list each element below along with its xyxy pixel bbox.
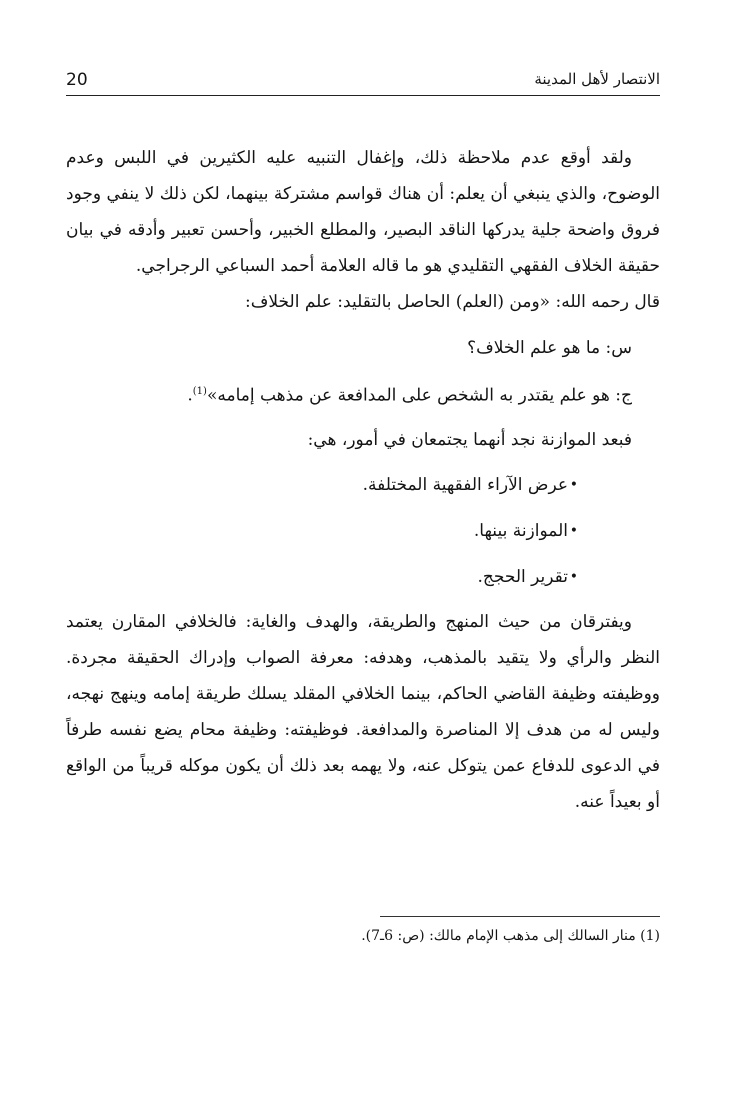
list-item <box>66 554 660 600</box>
bullet-icon: • <box>569 522 578 539</box>
bullet-icon: • <box>569 476 578 493</box>
footnote-ref: (1) <box>192 386 207 397</box>
paragraph-intro: ولقد أوقع عدم ملاحظة ذلك، وإغفال التنبيه عليه الكثيرين في اللبس وعدم الوضوح، والذي ينبغي أن يعلم: أن هناك قواسم مشتركة بينهما، لكن ذلك لا ينفي وجود فروق واضحة جلية يدركها الناقد البصير، والمطلع الخبير، وأحسن تعبير وأدقه في بيان حقيقة الخلاف الفقهي التقليدي هو ما قاله العلامة أحمد السباعي الرجراجي. <box>66 148 660 276</box>
question-answer-block <box>66 326 660 462</box>
paragraph-quote-intro: قال رحمه الله: «ومن (العلم) الحاصل بالتقليد: علم الخلاف: <box>245 292 660 312</box>
list-item <box>66 508 660 554</box>
footnote-divider <box>380 916 660 917</box>
running-title: الانتصار لأهل المدينة <box>534 70 660 88</box>
footnote: (1) منار السالك إلى مذهب الإمام مالك: (ص: 6ـ7). <box>361 928 660 944</box>
header-divider <box>66 95 660 96</box>
list-item-text: عرض الآراء الفقهية المختلفة. <box>362 474 568 495</box>
answer-end: . <box>187 385 193 406</box>
comparison-intro: فبعد الموازنة نجد أنهما يجتمعان في أمور، هي: <box>307 429 632 450</box>
common-points-list <box>66 462 660 600</box>
question-line: س: ما هو علم الخلاف؟ <box>467 338 632 358</box>
answer-line <box>66 370 660 418</box>
paragraph-differences: ويفترقان من حيث المنهج والطريقة، والهدف والغاية: فالخلافي المقارن يعتمد النظر والرأي ولا يتقيد بالمذهب، وهدفه: معرفة الصواب وإدراك الحقيقة مجردة. ووظيفته وظيفة القاضي الحاكم، بينما الخلافي المقلد يسلك طريقة إمامه وينهج نهجه، وليس له من هدف إلا المناصرة والمدافعة. فوظيفته: وظيفة محام يضع نفسه طرفاً في الدعوى للدفاع عمن يتوكل عنه، ولا يهمه بعد ذلك أن يكون موكله قريباً من الواقع أو بعيداً عنه. <box>66 611 660 812</box>
list-item-text: تقرير الحجج. <box>477 566 568 587</box>
list-item-text: الموازنة بينها. <box>473 520 568 541</box>
bullet-icon: • <box>569 568 578 585</box>
page-header <box>66 66 660 96</box>
page-number: 20 <box>66 70 88 90</box>
list-item <box>66 462 660 508</box>
main-text <box>66 140 660 820</box>
answer-text: ج: هو علم يقتدر به الشخص على المدافعة عن مذهب إمامه» <box>206 385 632 406</box>
